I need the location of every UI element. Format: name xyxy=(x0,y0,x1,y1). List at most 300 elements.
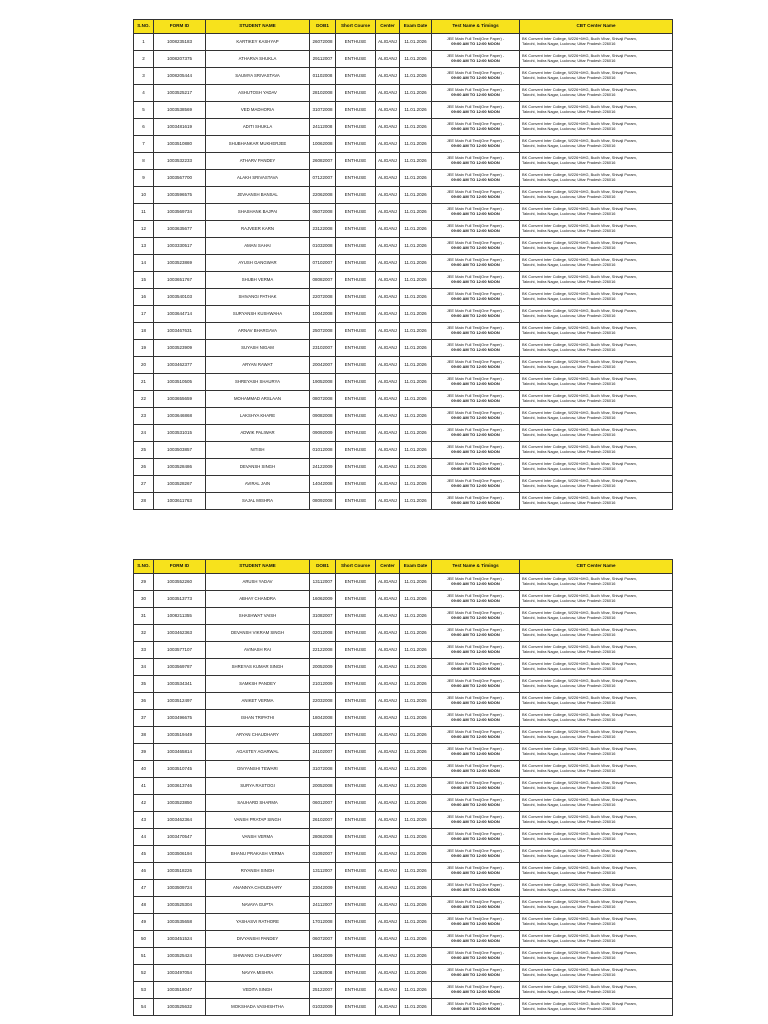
cbt-address-line2: Takrohi, Indira Nagar, Lucknow, Uttar Pradesh 226016 xyxy=(522,262,616,267)
cell-sno: 25 xyxy=(134,442,154,459)
cbt-address-line1: BK Convent Inter College, W226+6HG, Budh Vihar, Shivaji Puram, xyxy=(522,967,637,973)
cell-test-name xyxy=(432,778,520,795)
cell-test-name xyxy=(432,608,520,625)
cell-dob: 24122009 xyxy=(310,459,336,476)
table-row xyxy=(134,493,673,510)
table-row xyxy=(134,374,673,391)
cell-short-course: ENTHUSE xyxy=(336,829,376,846)
cbt-address-line1: BK Convent Inter College, W226+6HG, Budh Vihar, Shivaji Puram, xyxy=(522,882,637,888)
cell-exam-date: 11.01.2026 xyxy=(400,591,432,608)
cell-test-name xyxy=(432,442,520,459)
cbt-address-line1: BK Convent Inter College, W226+6HG, Budh Vihar, Shivaji Puram, xyxy=(522,627,637,633)
cell-cbt-center xyxy=(520,221,673,238)
cell-cbt-center xyxy=(520,965,673,982)
cell-dob: 24102007 xyxy=(310,744,336,761)
cell-form-id: 1008207375 xyxy=(154,51,206,68)
cell-form-id: 1003569734 xyxy=(154,204,206,221)
cell-test-name xyxy=(432,846,520,863)
cell-form-id: 1003613746 xyxy=(154,778,206,795)
cell-short-course: ENTHUSE xyxy=(336,982,376,999)
cell-exam-date: 11.01.2026 xyxy=(400,289,432,306)
cell-dob: 31072008 xyxy=(310,761,336,778)
cbt-address-line2: Takrohi, Indira Nagar, Lucknow, Uttar Pradesh 226016 xyxy=(522,751,616,756)
header-test-name: Test Name & Timings xyxy=(432,560,520,574)
test-name-text: JEE Main Full Test(One Paper) - xyxy=(446,763,505,769)
cell-short-course: ENTHUSE xyxy=(336,778,376,795)
cell-center: ALIGANJ xyxy=(376,476,400,493)
cell-cbt-center xyxy=(520,608,673,625)
test-name-text: JEE Main Full Test(One Paper) - xyxy=(446,53,505,59)
test-timing-text: 09:00 AM TO 12:00 NOON xyxy=(451,449,500,454)
cell-center: ALIGANJ xyxy=(376,323,400,340)
cell-sno: 38 xyxy=(134,727,154,744)
cell-form-id: 1003523909 xyxy=(154,340,206,357)
cell-test-name xyxy=(432,323,520,340)
test-name-text: JEE Main Full Test(One Paper) - xyxy=(446,291,505,297)
cell-dob: 24112007 xyxy=(310,897,336,914)
cbt-address-line2: Takrohi, Indira Nagar, Lucknow, Uttar Pradesh 226016 xyxy=(522,632,616,637)
cell-dob: 18052007 xyxy=(310,727,336,744)
test-name-text: JEE Main Full Test(One Paper) - xyxy=(446,780,505,786)
cell-exam-date: 11.01.2026 xyxy=(400,85,432,102)
cell-dob: 22122008 xyxy=(310,642,336,659)
cell-form-id: 1003513773 xyxy=(154,591,206,608)
cell-short-course: ENTHUSE xyxy=(336,374,376,391)
table-row xyxy=(134,255,673,272)
cell-exam-date: 11.01.2026 xyxy=(400,744,432,761)
table-row xyxy=(134,693,673,710)
cell-student-name: SAUMYA SRIVASTAVA xyxy=(206,68,310,85)
test-name-text: JEE Main Full Test(One Paper) - xyxy=(446,478,505,484)
cell-dob: 01092007 xyxy=(310,846,336,863)
cell-dob: 20042007 xyxy=(310,357,336,374)
cell-student-name: SHASHANK BAJPAI xyxy=(206,204,310,221)
table-row xyxy=(134,136,673,153)
test-name-text: JEE Main Full Test(One Paper) - xyxy=(446,950,505,956)
cell-short-course: ENTHUSE xyxy=(336,761,376,778)
cell-test-name xyxy=(432,812,520,829)
test-timing-text: 09:00 AM TO 12:00 NOON xyxy=(451,581,500,586)
table-row xyxy=(134,761,673,778)
test-timing-text: 09:00 AM TO 12:00 NOON xyxy=(451,666,500,671)
cell-center: ALIGANJ xyxy=(376,999,400,1016)
cell-short-course: ENTHUSE xyxy=(336,476,376,493)
cbt-address-line2: Takrohi, Indira Nagar, Lucknow, Uttar Pradesh 226016 xyxy=(522,972,616,977)
cell-sno: 31 xyxy=(134,608,154,625)
cell-dob: 22062008 xyxy=(310,187,336,204)
cell-cbt-center xyxy=(520,68,673,85)
cell-dob: 23122008 xyxy=(310,221,336,238)
table-row xyxy=(134,914,673,931)
test-timing-text: 09:00 AM TO 12:00 NOON xyxy=(451,887,500,892)
test-name-text: JEE Main Full Test(One Paper) - xyxy=(446,36,505,42)
cell-student-name: ARUSH YADAV xyxy=(206,574,310,591)
table-row xyxy=(134,676,673,693)
cell-student-name: SHIVANGI PATHAK xyxy=(206,289,310,306)
cell-sno: 39 xyxy=(134,744,154,761)
cell-student-name: AGASTEY AGARWAL xyxy=(206,744,310,761)
cell-test-name xyxy=(432,153,520,170)
cbt-address-line2: Takrohi, Indira Nagar, Lucknow, Uttar Pradesh 226016 xyxy=(522,989,616,994)
cell-cbt-center xyxy=(520,693,673,710)
cell-student-name: NAVAYA GUPTA xyxy=(206,897,310,914)
cbt-address-line1: BK Convent Inter College, W226+6HG, Budh Vihar, Shivaji Puram, xyxy=(522,644,637,650)
cell-student-name: ADITI SHUKLA xyxy=(206,119,310,136)
table-row xyxy=(134,68,673,85)
cbt-address-line2: Takrohi, Indira Nagar, Lucknow, Uttar Pradesh 226016 xyxy=(522,717,616,722)
cell-dob: 11062008 xyxy=(310,965,336,982)
cell-cbt-center xyxy=(520,625,673,642)
cell-exam-date: 11.01.2026 xyxy=(400,897,432,914)
cell-sno: 12 xyxy=(134,221,154,238)
cbt-address-line1: BK Convent Inter College, W226+6HG, Budh Vihar, Shivaji Puram, xyxy=(522,274,637,280)
test-timing-text: 09:00 AM TO 12:00 NOON xyxy=(451,75,500,80)
cbt-address-line1: BK Convent Inter College, W226+6HG, Budh Vihar, Shivaji Puram, xyxy=(522,610,637,616)
cell-center: ALIGANJ xyxy=(376,727,400,744)
cell-test-name xyxy=(432,459,520,476)
cell-student-name: SAMKSH PANDEY xyxy=(206,676,310,693)
cell-sno: 10 xyxy=(134,187,154,204)
cbt-address-line2: Takrohi, Indira Nagar, Lucknow, Uttar Pradesh 226016 xyxy=(522,887,616,892)
cell-cbt-center xyxy=(520,51,673,68)
cell-form-id: 1003462364 xyxy=(154,812,206,829)
cell-dob: 23042009 xyxy=(310,880,336,897)
cell-dob: 01032009 xyxy=(310,999,336,1016)
cell-exam-date: 11.01.2026 xyxy=(400,102,432,119)
cell-short-course: ENTHUSE xyxy=(336,608,376,625)
cell-cbt-center xyxy=(520,982,673,999)
table-row xyxy=(134,642,673,659)
table-row xyxy=(134,323,673,340)
test-timing-text: 09:00 AM TO 12:00 NOON xyxy=(451,211,500,216)
cbt-address-line2: Takrohi, Indira Nagar, Lucknow, Uttar Pradesh 226016 xyxy=(522,296,616,301)
cbt-address-line2: Takrohi, Indira Nagar, Lucknow, Uttar Pradesh 226016 xyxy=(522,41,616,46)
cell-short-course: ENTHUSE xyxy=(336,136,376,153)
cell-center: ALIGANJ xyxy=(376,289,400,306)
test-name-text: JEE Main Full Test(One Paper) - xyxy=(446,274,505,280)
cell-exam-date: 11.01.2026 xyxy=(400,357,432,374)
cell-test-name xyxy=(432,761,520,778)
cell-center: ALIGANJ xyxy=(376,459,400,476)
cell-test-name xyxy=(432,51,520,68)
cell-center: ALIGANJ xyxy=(376,931,400,948)
cell-form-id: 1003635677 xyxy=(154,221,206,238)
cell-form-id: 1003512497 xyxy=(154,693,206,710)
cell-cbt-center xyxy=(520,34,673,51)
table-row xyxy=(134,812,673,829)
cell-form-id: 1003651767 xyxy=(154,272,206,289)
cbt-address-line1: BK Convent Inter College, W226+6HG, Budh Vihar, Shivaji Puram, xyxy=(522,376,637,382)
cell-dob: 02012008 xyxy=(310,625,336,642)
cell-exam-date: 11.01.2026 xyxy=(400,778,432,795)
cell-form-id: 1003532233 xyxy=(154,153,206,170)
cell-dob: 22032008 xyxy=(310,693,336,710)
cell-sno: 34 xyxy=(134,659,154,676)
cell-form-id: 1003531015 xyxy=(154,425,206,442)
cell-exam-date: 11.01.2026 xyxy=(400,119,432,136)
test-name-text: JEE Main Full Test(One Paper) - xyxy=(446,325,505,331)
cbt-address-line2: Takrohi, Indira Nagar, Lucknow, Uttar Pradesh 226016 xyxy=(522,381,616,386)
cell-form-id: 1003538569 xyxy=(154,102,206,119)
cell-sno: 43 xyxy=(134,812,154,829)
cell-student-name: ATHARV PANDEY xyxy=(206,153,310,170)
test-name-text: JEE Main Full Test(One Paper) - xyxy=(446,461,505,467)
cbt-address-line1: BK Convent Inter College, W226+6HG, Budh Vihar, Shivaji Puram, xyxy=(522,121,637,127)
test-name-text: JEE Main Full Test(One Paper) - xyxy=(446,967,505,973)
cbt-address-line2: Takrohi, Indira Nagar, Lucknow, Uttar Pradesh 226016 xyxy=(522,768,616,773)
cell-student-name: SHUBH VERMA xyxy=(206,272,310,289)
cell-dob: 01012008 xyxy=(310,442,336,459)
header-sno: S.NO. xyxy=(134,560,154,574)
cell-center: ALIGANJ xyxy=(376,153,400,170)
cell-short-course: ENTHUSE xyxy=(336,255,376,272)
cell-student-name: ADWIK PALIWAR xyxy=(206,425,310,442)
cell-cbt-center xyxy=(520,880,673,897)
cell-short-course: ENTHUSE xyxy=(336,880,376,897)
test-timing-text: 09:00 AM TO 12:00 NOON xyxy=(451,126,500,131)
cell-form-id: 1003644714 xyxy=(154,306,206,323)
test-name-text: JEE Main Full Test(One Paper) - xyxy=(446,172,505,178)
test-name-text: JEE Main Full Test(One Paper) - xyxy=(446,70,505,76)
cell-test-name xyxy=(432,221,520,238)
test-timing-text: 09:00 AM TO 12:00 NOON xyxy=(451,92,500,97)
table-row xyxy=(134,965,673,982)
cell-student-name: SHIWANG CHAUDHARY xyxy=(206,948,310,965)
header-student-name: STUDENT NAME xyxy=(206,20,310,34)
cell-exam-date: 11.01.2026 xyxy=(400,812,432,829)
cbt-address-line1: BK Convent Inter College, W226+6HG, Budh Vihar, Shivaji Puram, xyxy=(522,797,637,803)
cell-center: ALIGANJ xyxy=(376,85,400,102)
cell-exam-date: 11.01.2026 xyxy=(400,914,432,931)
test-name-text: JEE Main Full Test(One Paper) - xyxy=(446,627,505,633)
test-timing-text: 09:00 AM TO 12:00 NOON xyxy=(451,381,500,386)
test-timing-text: 09:00 AM TO 12:00 NOON xyxy=(451,262,500,267)
cbt-address-line1: BK Convent Inter College, W226+6HG, Budh Vihar, Shivaji Puram, xyxy=(522,410,637,416)
cell-exam-date: 11.01.2026 xyxy=(400,846,432,863)
cbt-address-line2: Takrohi, Indira Nagar, Lucknow, Uttar Pradesh 226016 xyxy=(522,398,616,403)
test-timing-text: 09:00 AM TO 12:00 NOON xyxy=(451,632,500,637)
table-row xyxy=(134,357,673,374)
test-timing-text: 09:00 AM TO 12:00 NOON xyxy=(451,785,500,790)
table-row xyxy=(134,442,673,459)
cell-student-name: VANSH PRATAP SINGH xyxy=(206,812,310,829)
cell-short-course: ENTHUSE xyxy=(336,999,376,1016)
cbt-address-line1: BK Convent Inter College, W226+6HG, Budh Vihar, Shivaji Puram, xyxy=(522,763,637,769)
cbt-address-line2: Takrohi, Indira Nagar, Lucknow, Uttar Pradesh 226016 xyxy=(522,211,616,216)
cell-dob: 08092008 xyxy=(310,493,336,510)
cell-center: ALIGANJ xyxy=(376,425,400,442)
cell-center: ALIGANJ xyxy=(376,255,400,272)
cell-sno: 44 xyxy=(134,829,154,846)
cell-sno: 19 xyxy=(134,340,154,357)
cell-test-name xyxy=(432,408,520,425)
cell-cbt-center xyxy=(520,761,673,778)
cell-form-id: 1003535658 xyxy=(154,914,206,931)
cell-center: ALIGANJ xyxy=(376,642,400,659)
cell-test-name xyxy=(432,727,520,744)
test-timing-text: 09:00 AM TO 12:00 NOON xyxy=(451,972,500,977)
cell-short-course: ENTHUSE xyxy=(336,340,376,357)
cbt-address-line2: Takrohi, Indira Nagar, Lucknow, Uttar Pradesh 226016 xyxy=(522,245,616,250)
cell-student-name: SAJAL MISHRA xyxy=(206,493,310,510)
cbt-address-line1: BK Convent Inter College, W226+6HG, Budh Vihar, Shivaji Puram, xyxy=(522,661,637,667)
cell-form-id: 1003497054 xyxy=(154,965,206,982)
cell-dob: 19052008 xyxy=(310,374,336,391)
cell-sno: 49 xyxy=(134,914,154,931)
cell-short-course: ENTHUSE xyxy=(336,931,376,948)
table-row xyxy=(134,710,673,727)
cell-sno: 16 xyxy=(134,289,154,306)
cell-short-course: ENTHUSE xyxy=(336,187,376,204)
test-name-text: JEE Main Full Test(One Paper) - xyxy=(446,576,505,582)
cell-test-name xyxy=(432,85,520,102)
cell-cbt-center xyxy=(520,340,673,357)
cbt-address-line2: Takrohi, Indira Nagar, Lucknow, Uttar Pradesh 226016 xyxy=(522,313,616,318)
cell-student-name: AYUSH GANGWAR xyxy=(206,255,310,272)
cell-student-name: DEVANSH SINGH xyxy=(206,459,310,476)
cbt-address-line2: Takrohi, Indira Nagar, Lucknow, Uttar Pradesh 226016 xyxy=(522,938,616,943)
cell-dob: 22072008 xyxy=(310,289,336,306)
test-name-text: JEE Main Full Test(One Paper) - xyxy=(446,223,505,229)
cell-dob: 26082007 xyxy=(310,153,336,170)
test-timing-text: 09:00 AM TO 12:00 NOON xyxy=(451,615,500,620)
cell-exam-date: 11.01.2026 xyxy=(400,442,432,459)
cbt-address-line1: BK Convent Inter College, W226+6HG, Budh Vihar, Shivaji Puram, xyxy=(522,189,637,195)
test-name-text: JEE Main Full Test(One Paper) - xyxy=(446,87,505,93)
cell-short-course: ENTHUSE xyxy=(336,51,376,68)
cell-cbt-center xyxy=(520,476,673,493)
cbt-address-line1: BK Convent Inter College, W226+6HG, Budh Vihar, Shivaji Puram, xyxy=(522,342,637,348)
cell-student-name: RIYANSH SINGH xyxy=(206,863,310,880)
cbt-address-line2: Takrohi, Indira Nagar, Lucknow, Uttar Pradesh 226016 xyxy=(522,466,616,471)
cbt-address-line2: Takrohi, Indira Nagar, Lucknow, Uttar Pradesh 226016 xyxy=(522,126,616,131)
cell-sno: 35 xyxy=(134,676,154,693)
cbt-address-line1: BK Convent Inter College, W226+6HG, Budh Vihar, Shivaji Puram, xyxy=(522,359,637,365)
cell-sno: 41 xyxy=(134,778,154,795)
table-row xyxy=(134,863,673,880)
table-row xyxy=(134,51,673,68)
test-name-text: JEE Main Full Test(One Paper) - xyxy=(446,155,505,161)
cell-sno: 13 xyxy=(134,238,154,255)
cell-cbt-center xyxy=(520,238,673,255)
cell-student-name: YASHASVI RATHORE xyxy=(206,914,310,931)
cell-test-name xyxy=(432,340,520,357)
cell-short-course: ENTHUSE xyxy=(336,846,376,863)
table-header-row xyxy=(134,560,673,574)
cell-cbt-center xyxy=(520,493,673,510)
test-timing-text: 09:00 AM TO 12:00 NOON xyxy=(451,870,500,875)
test-name-text: JEE Main Full Test(One Paper) - xyxy=(446,427,505,433)
cell-test-name xyxy=(432,170,520,187)
cbt-address-line2: Takrohi, Indira Nagar, Lucknow, Uttar Pradesh 226016 xyxy=(522,330,616,335)
cbt-address-line1: BK Convent Inter College, W226+6HG, Budh Vihar, Shivaji Puram, xyxy=(522,87,637,93)
cell-test-name xyxy=(432,625,520,642)
cell-exam-date: 11.01.2026 xyxy=(400,425,432,442)
cell-test-name xyxy=(432,476,520,493)
cell-test-name xyxy=(432,357,520,374)
cell-center: ALIGANJ xyxy=(376,34,400,51)
cell-form-id: 1003510505 xyxy=(154,374,206,391)
table-header-row xyxy=(134,20,673,34)
cell-cbt-center xyxy=(520,357,673,374)
cbt-address-line2: Takrohi, Indira Nagar, Lucknow, Uttar Pradesh 226016 xyxy=(522,279,616,284)
cbt-address-line2: Takrohi, Indira Nagar, Lucknow, Uttar Pradesh 226016 xyxy=(522,649,616,654)
test-name-text: JEE Main Full Test(One Paper) - xyxy=(446,104,505,110)
test-name-text: JEE Main Full Test(One Paper) - xyxy=(446,848,505,854)
cell-dob: 25072008 xyxy=(310,323,336,340)
cell-sno: 27 xyxy=(134,476,154,493)
test-name-text: JEE Main Full Test(One Paper) - xyxy=(446,712,505,718)
cell-dob: 09082008 xyxy=(310,408,336,425)
cell-center: ALIGANJ xyxy=(376,574,400,591)
cell-student-name: DEVANSH VIKRAM SINGH xyxy=(206,625,310,642)
cell-exam-date: 11.01.2026 xyxy=(400,374,432,391)
cell-short-course: ENTHUSE xyxy=(336,238,376,255)
test-timing-text: 09:00 AM TO 12:00 NOON xyxy=(451,717,500,722)
cell-form-id: 1003510880 xyxy=(154,136,206,153)
cbt-address-line2: Takrohi, Indira Nagar, Lucknow, Uttar Pradesh 226016 xyxy=(522,615,616,620)
cell-sno: 33 xyxy=(134,642,154,659)
cell-student-name: ALAKH SRIVASTAVA xyxy=(206,170,310,187)
cell-short-course: ENTHUSE xyxy=(336,897,376,914)
table-row xyxy=(134,170,673,187)
cell-student-name: SHREYASH SHAURYA xyxy=(206,374,310,391)
cbt-address-line2: Takrohi, Indira Nagar, Lucknow, Uttar Pradesh 226016 xyxy=(522,415,616,420)
cell-exam-date: 11.01.2026 xyxy=(400,676,432,693)
cell-form-id: 1003519449 xyxy=(154,727,206,744)
test-timing-text: 09:00 AM TO 12:00 NOON xyxy=(451,177,500,182)
cell-form-id: 1003481619 xyxy=(154,119,206,136)
cell-dob: 13112007 xyxy=(310,863,336,880)
cell-dob: 10062008 xyxy=(310,136,336,153)
cell-center: ALIGANJ xyxy=(376,846,400,863)
test-name-text: JEE Main Full Test(One Paper) - xyxy=(446,899,505,905)
cbt-address-line1: BK Convent Inter College, W226+6HG, Budh Vihar, Shivaji Puram, xyxy=(522,478,637,484)
cell-short-course: ENTHUSE xyxy=(336,812,376,829)
cell-short-course: ENTHUSE xyxy=(336,863,376,880)
cbt-address-line1: BK Convent Inter College, W226+6HG, Budh Vihar, Shivaji Puram, xyxy=(522,240,637,246)
cbt-address-line1: BK Convent Inter College, W226+6HG, Budh Vihar, Shivaji Puram, xyxy=(522,393,637,399)
cbt-address-line2: Takrohi, Indira Nagar, Lucknow, Uttar Pradesh 226016 xyxy=(522,904,616,909)
test-timing-text: 09:00 AM TO 12:00 NOON xyxy=(451,347,500,352)
cell-short-course: ENTHUSE xyxy=(336,408,376,425)
table-row xyxy=(134,459,673,476)
cell-test-name xyxy=(432,948,520,965)
cell-sno: 14 xyxy=(134,255,154,272)
cell-exam-date: 11.01.2026 xyxy=(400,306,432,323)
cell-cbt-center xyxy=(520,136,673,153)
cell-short-course: ENTHUSE xyxy=(336,727,376,744)
cbt-address-line2: Takrohi, Indira Nagar, Lucknow, Uttar Pradesh 226016 xyxy=(522,785,616,790)
cbt-address-line2: Takrohi, Indira Nagar, Lucknow, Uttar Pradesh 226016 xyxy=(522,75,616,80)
cell-short-course: ENTHUSE xyxy=(336,425,376,442)
cell-test-name xyxy=(432,272,520,289)
header-form-id: FORM ID xyxy=(154,20,206,34)
cell-exam-date: 11.01.2026 xyxy=(400,51,432,68)
cell-sno: 46 xyxy=(134,863,154,880)
cell-sno: 6 xyxy=(134,119,154,136)
cell-exam-date: 11.01.2026 xyxy=(400,136,432,153)
cell-cbt-center xyxy=(520,272,673,289)
cbt-address-line1: BK Convent Inter College, W226+6HG, Budh Vihar, Shivaji Puram, xyxy=(522,984,637,990)
cell-sno: 36 xyxy=(134,693,154,710)
cell-student-name: SHASHWAT VAISH xyxy=(206,608,310,625)
test-timing-text: 09:00 AM TO 12:00 NOON xyxy=(451,432,500,437)
cbt-address-line2: Takrohi, Indira Nagar, Lucknow, Uttar Pradesh 226016 xyxy=(522,177,616,182)
test-timing-text: 09:00 AM TO 12:00 NOON xyxy=(451,364,500,369)
table-row xyxy=(134,391,673,408)
cell-exam-date: 11.01.2026 xyxy=(400,608,432,625)
